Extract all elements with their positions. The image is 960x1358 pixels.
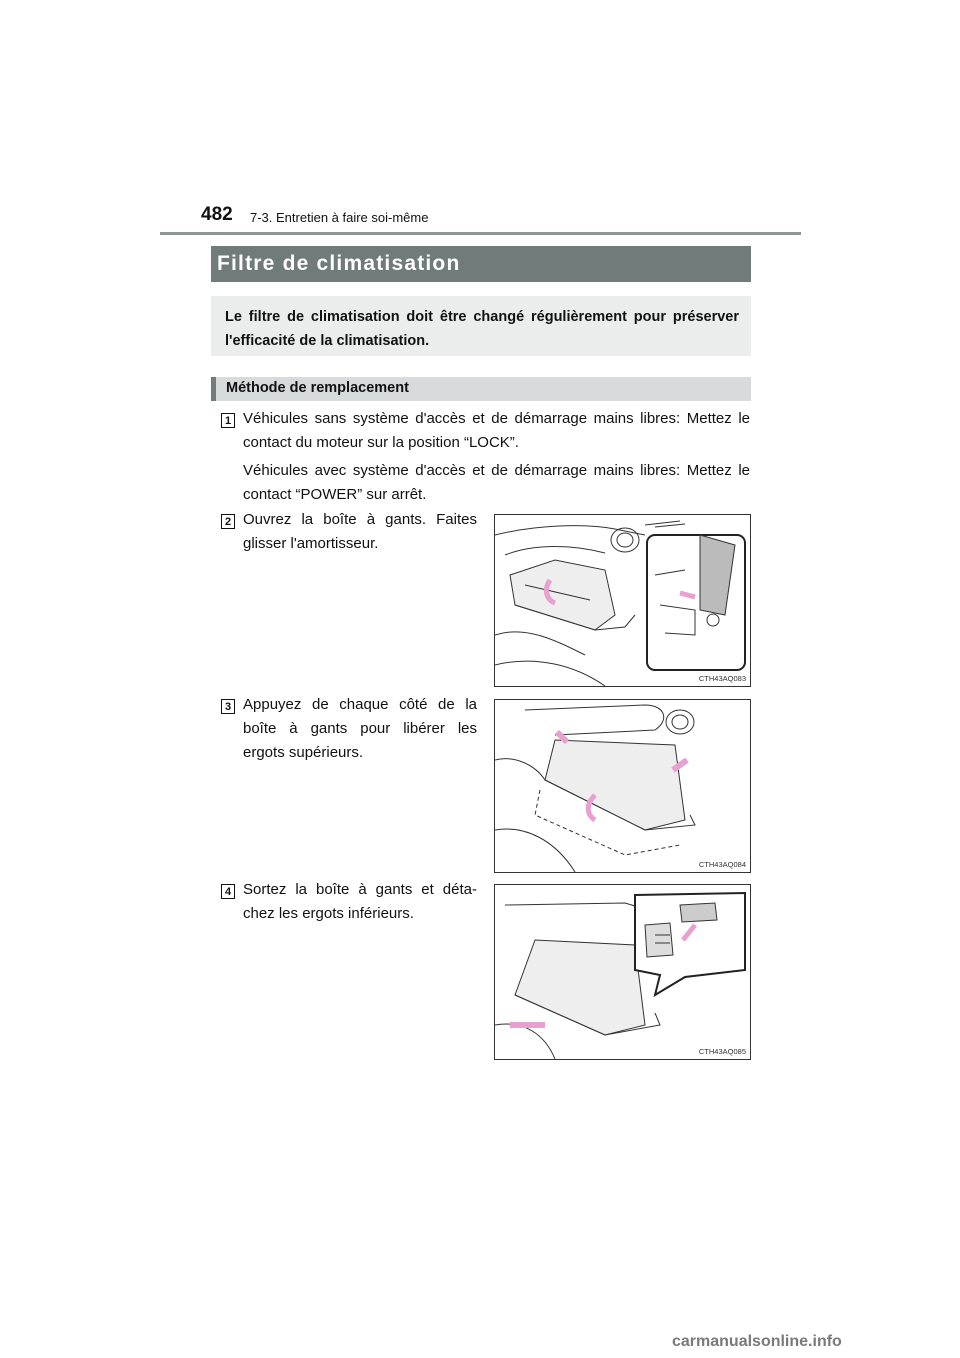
subsection-title: Méthode de remplacement — [211, 377, 751, 401]
header-divider — [160, 232, 801, 235]
page-number: 482 — [201, 204, 233, 225]
step-4-text: Sortez la boîte à gants et déta-chez les ergots inférieurs. — [243, 881, 477, 922]
step-3-text: Appuyez de chaque côté de la boîte à gants pour libérer les ergots supérieurs. — [243, 696, 477, 761]
step-1-text-b: Véhicules avec système d'accès et de démarrage mains libres: Mettez le contact “POWER” sur arrêt. — [243, 462, 750, 503]
figure-remove-glove-box — [494, 884, 751, 1060]
figure-release-upper-tabs — [494, 699, 751, 873]
watermark[interactable]: carmanualsonline.info — [672, 1333, 842, 1350]
step-number-4: 4 — [221, 884, 235, 899]
step-1-text-a: Véhicules sans système d'accès et de démarrage mains libres: Mettez le contact du moteur sur la position “LOCK”. — [243, 410, 750, 451]
section-title: Filtre de climatisation — [211, 246, 751, 282]
step-number-2: 2 — [221, 514, 235, 529]
figure-code: CTH43AQ084 — [698, 860, 746, 869]
glove-box-press-illustration — [495, 700, 750, 872]
arrow-down-icon — [588, 795, 595, 820]
section-intro: Le filtre de climatisation doit être changé régulièrement pour préserver l'efficacité de la climatisation. — [211, 296, 751, 356]
step-number-1: 1 — [221, 413, 235, 428]
glove-box-remove-illustration — [495, 885, 750, 1059]
step-number-3: 3 — [221, 699, 235, 714]
figure-code: CTH43AQ083 — [698, 674, 746, 683]
step-2-text: Ouvrez la boîte à gants. Faites glisser l'amortisseur. — [243, 511, 477, 552]
figure-open-glove-box — [494, 514, 751, 687]
figure-code: CTH43AQ085 — [698, 1047, 746, 1056]
glove-box-open-illustration — [495, 515, 750, 686]
chapter-title: 7-3. Entretien à faire soi-même — [250, 210, 429, 225]
